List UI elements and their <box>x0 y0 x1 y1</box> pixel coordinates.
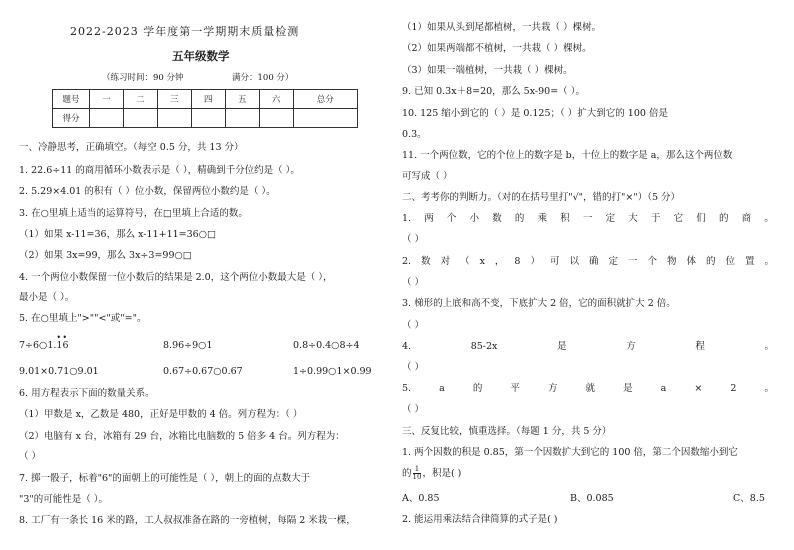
score-cell <box>225 109 259 128</box>
score-cell <box>191 109 225 128</box>
compare-item: 9.01×0.71○9.01 <box>19 366 99 377</box>
judge-1-answer-blank: （ ） <box>402 234 425 245</box>
judge-4: 4. 85-2x 是 方 程 。 <box>402 341 774 352</box>
question-10-continued: 0.3。 <box>402 129 427 140</box>
question-2: 2. 5.29×4.01 的积有（ ）位小数，保留两位小数约是（ ）。 <box>19 186 276 197</box>
judge-3: 3. 梯形的上底和高不变，下底扩大 2 倍，它的面积就扩大 2 倍。 <box>402 298 676 309</box>
repeating-decimal-digits: • • 16 <box>56 333 69 351</box>
choice-1: 1. 两个因数的积是 0.85，第一个因数扩大到它的 100 倍，第二个因数缩小到它 <box>402 447 738 458</box>
judge-4-answer-blank: （ ） <box>402 362 425 373</box>
question-11: 11. 一个两位数，它的个位上的数字是 b，十位上的数字是 a，那么这个两位数 <box>402 150 733 161</box>
choice-1-continued: 的 $\frac{1}{10}$ ，积是( ) <box>402 465 462 481</box>
question-5: 5. 在○里填上">""<"或"="。 <box>19 313 147 324</box>
score-header-cell: 总分 <box>293 90 357 109</box>
question-11-continued: 可写成（ ） <box>402 171 453 182</box>
question-3-part-1: （1）如果 x-11=36，那么 x-11+11=36○□ <box>19 229 216 240</box>
score-cell <box>293 109 357 128</box>
question-6-answer-blank: （ ） <box>19 451 42 462</box>
question-8-part-2: （2）如果两端都不植树，一共栽（ ）棵树。 <box>402 43 592 54</box>
judge-2-answer-blank: （ ） <box>402 277 425 288</box>
score-cell <box>157 109 191 128</box>
score-header-cell: 一 <box>90 90 124 109</box>
exam-subtitle: 五年级数学 <box>172 49 230 63</box>
question-6-part-2: （2）电脑有 x 台，冰箱有 29 台，冰箱比电脑数的 5 倍多 4 台。列方程为： <box>19 431 345 442</box>
score-table-score-row <box>53 109 358 128</box>
score-cell <box>90 109 124 128</box>
choice-1-option-a: A、0.85 <box>402 493 440 504</box>
question-1: 1. 22.6÷11 的商用循环小数表示是（ ），精确到千分位约是（ ）。 <box>19 165 300 176</box>
question-4: 4. 一个两位小数保留一位小数后的结果是 2.0，这个两位小数最大是（ ）， <box>19 272 333 283</box>
compare-item: 8.96÷9○1 <box>163 340 213 351</box>
question-4-continued: 最小是（ ）。 <box>19 292 75 303</box>
question-3-part-2: （2）如果 3x=99，那么 3x÷3=99○□ <box>19 250 192 261</box>
score-header-cell: 五 <box>225 90 259 109</box>
choice-2: 2. 能运用乘法结合律简算的式子是( ) <box>402 514 558 525</box>
score-header-cell: 题号 <box>53 90 90 109</box>
score-table-header-row <box>53 90 358 109</box>
exam-meta-time: （练习时间：90 分钟 <box>102 73 184 83</box>
judge-5-answer-blank: （ ） <box>402 404 425 415</box>
compare-item: 0.8÷0.4○8÷4 <box>293 340 360 351</box>
choice-1-option-b: B、0.085 <box>570 493 614 504</box>
compare-item <box>19 333 69 352</box>
section-2-heading: 二、考考你的判断力。（对的在括号里打"√"，错的打"×"）（5 分） <box>402 192 681 203</box>
exam-meta-score: 满分：100 分） <box>232 73 294 83</box>
question-8-part-3: （3）如果一端植树，一共栽（ ）棵树。 <box>402 65 573 76</box>
score-header-cell: 二 <box>123 90 157 109</box>
score-row-label: 得分 <box>53 109 90 128</box>
judge-1: 1. 两 个 小 数 的 乘 积 一 定 大 于 它 们 的 商 。 <box>402 213 774 224</box>
compare-item-text: 7÷6○1. <box>19 340 57 351</box>
question-8: 8. 工厂有一条长 16 米的路，工人叔叔准备在路的一旁植树，每隔 2 米栽一棵， <box>19 515 356 526</box>
exam-title: 2022-2023 学年度第一学期期末质量检测 <box>70 25 300 38</box>
choice-1-option-c: C、8.5 <box>733 493 765 504</box>
question-6: 6. 用方程表示下面的数量关系。 <box>19 388 155 399</box>
compare-item: 1÷0.99○1×0.99 <box>293 366 372 377</box>
judge-2: 2. 数 对 （ x ， 8 ） 可 以 确 定 一 个 物 体 的 位 置 。 <box>402 256 774 267</box>
section-1-heading: 一、冷静思考，正确填空。（每空 0.5 分，共 13 分） <box>19 142 244 153</box>
question-9: 9. 已知 0.3x＋8=20，那么 5x-90=（ ）。 <box>402 86 585 97</box>
question-7: 7. 掷一骰子，标着"6"的面朝上的可能性是（ ），朝上的面的点数大于 <box>19 473 311 484</box>
judge-3-answer-blank: （ ） <box>402 320 425 331</box>
question-3: 3. 在○里填上适当的运算符号，在□里填上合适的数。 <box>19 208 248 219</box>
fraction-one-tenth: $\frac{1}{10}$ <box>412 465 422 481</box>
score-header-cell: 三 <box>157 90 191 109</box>
judge-5: 5. a 的 平 方 就 是 a × 2 。 <box>402 383 774 394</box>
question-7-continued: "3"的可能性是（ ）。 <box>19 494 109 505</box>
score-cell <box>259 109 293 128</box>
compare-item: 0.67÷0.67○0.67 <box>163 366 243 377</box>
question-6-part-1: （1）甲数是 x，乙数是 480，正好是甲数的 4 倍。列方程为：（ ） <box>19 409 303 420</box>
score-header-cell: 六 <box>259 90 293 109</box>
score-header-cell: 四 <box>191 90 225 109</box>
question-8-part-1: （1）如果从头到尾都植树，一共栽（ ）棵树。 <box>402 22 602 33</box>
question-10: 10. 125 缩小到它的（ ）是 0.125；（ ）扩大到它的 100 倍是 <box>402 108 668 119</box>
score-table <box>52 89 358 128</box>
section-3-heading: 三、反复比较，慎重选择。（每题 1 分，共 5 分） <box>402 426 612 437</box>
score-cell <box>123 109 157 128</box>
